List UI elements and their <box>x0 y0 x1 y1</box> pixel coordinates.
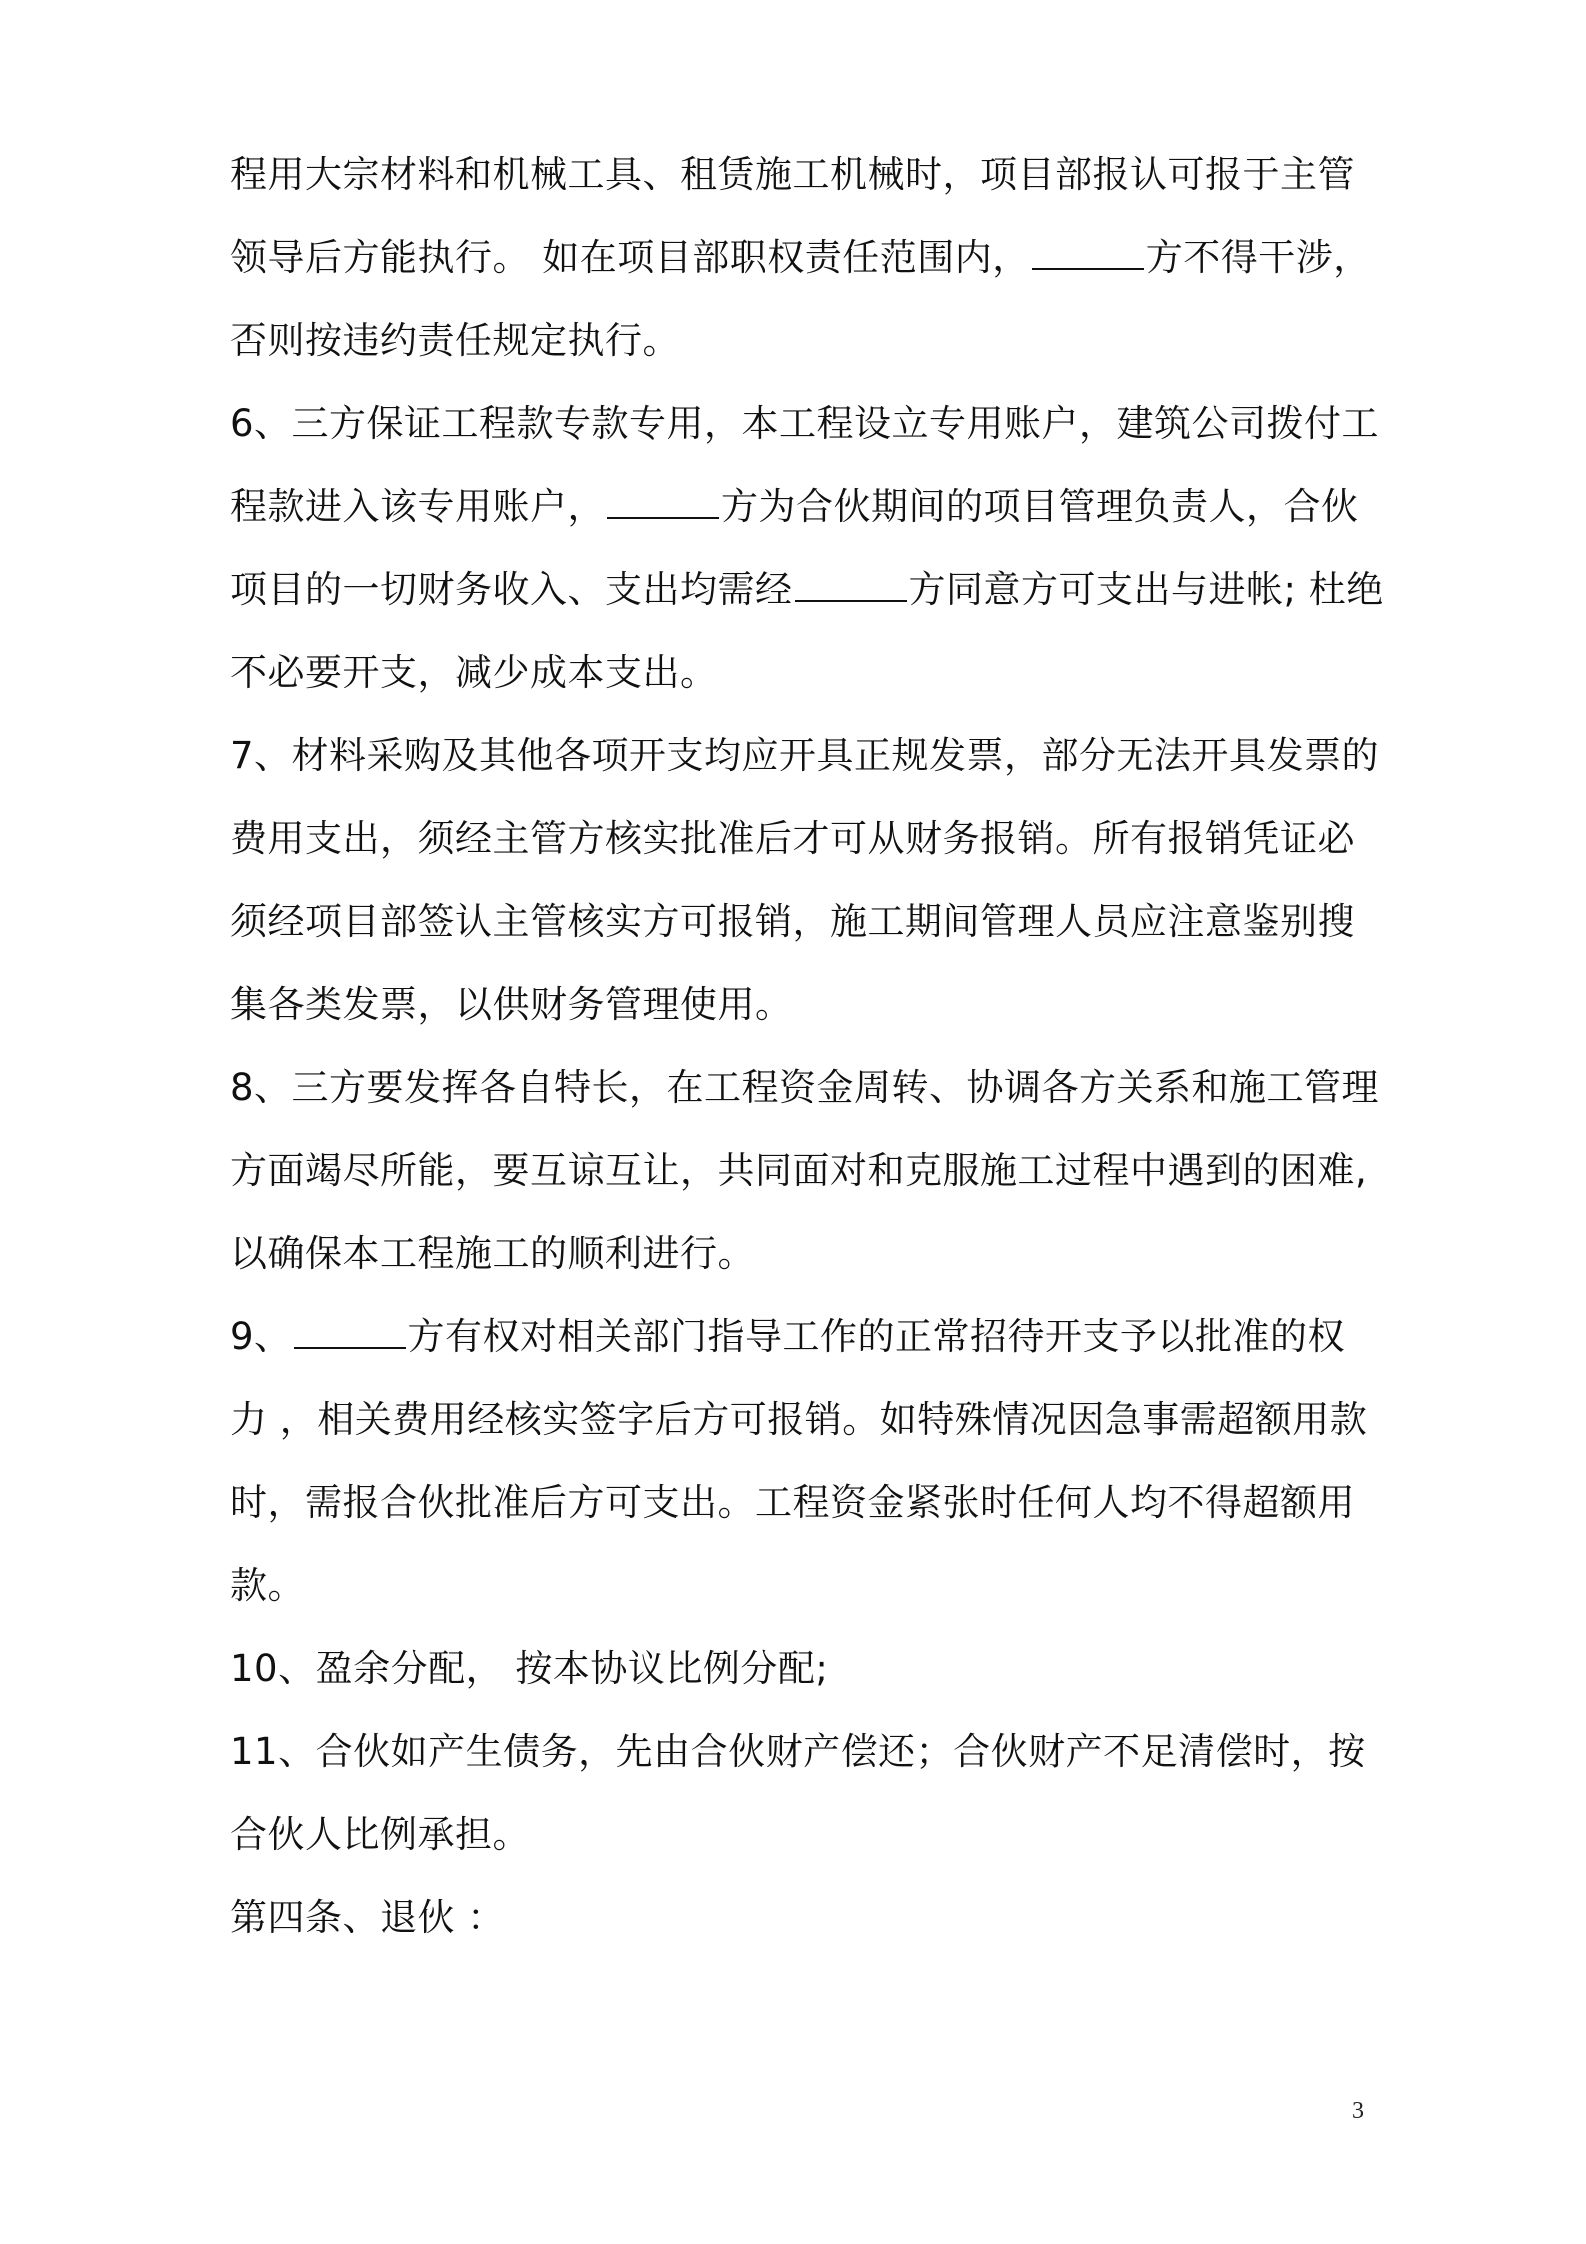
text-line <box>230 975 793 1035</box>
line-text: 11、合伙如产生债务，先由合伙财产偿还；合伙财产不足清偿时，按 <box>230 1730 1366 1773</box>
line-text: 第四条、退伙 ： <box>230 1896 505 1939</box>
line-text: 方有权对相关部门指导工作的正常招待开支予以批准的权 <box>407 1315 1346 1358</box>
text-line <box>230 1556 305 1616</box>
line-text: 方面竭尽所能，要互谅互让，共同面对和克服施工过程中遇到的困难, <box>230 1149 1368 1192</box>
text-line <box>230 643 718 703</box>
line-text: 程款进入该专用账户， <box>230 485 605 528</box>
line-text: 方为合伙期间的项目管理负责人，合伙 <box>721 485 1359 528</box>
text-line <box>230 228 1371 288</box>
text-line <box>230 1141 1367 1201</box>
section-heading <box>230 1888 505 1948</box>
line-text: 9、 <box>230 1315 292 1358</box>
line-text: 方同意方可支出与进帐; 杜绝 <box>908 568 1384 611</box>
fill-in-blank <box>1032 232 1144 270</box>
line-text: 集各类发票，以供财务管理使用。 <box>230 983 793 1026</box>
line-text: 10、盈余分配， 按本协议比例分配; <box>230 1647 829 1690</box>
line-text: 力 ，相关费用经核实签字后方可报销。如特殊情况因急事需超额用款 <box>230 1398 1368 1441</box>
text-line <box>230 1307 1345 1367</box>
line-text: 时，需报合伙批准后方可支出。工程资金紧张时任何人均不得超额用 <box>230 1481 1355 1524</box>
text-line <box>230 1639 828 1699</box>
line-text: 否则按违约责任规定执行。 <box>230 319 680 362</box>
text-line <box>230 145 1355 205</box>
text-line <box>230 394 1379 454</box>
text-line <box>230 560 1384 620</box>
text-line <box>230 311 680 371</box>
text-line <box>230 1473 1355 1533</box>
fill-in-blank <box>795 564 907 602</box>
text-line <box>230 726 1379 786</box>
fill-in-blank <box>294 1311 406 1349</box>
text-line <box>230 1805 530 1865</box>
text-line <box>230 1224 755 1284</box>
line-text: 7、材料采购及其他各项开支均应开具正规发票，部分无法开具发票的 <box>230 734 1380 777</box>
line-text: 不必要开支，减少成本支出。 <box>230 651 718 694</box>
line-text: 程用大宗材料和机械工具、租赁施工机械时，项目部报认可报于主管 <box>230 153 1355 196</box>
text-line <box>230 1722 1366 1782</box>
text-line <box>230 1390 1367 1450</box>
line-text: 6、三方保证工程款专款专用，本工程设立专用账户，建筑公司拨付工 <box>230 402 1380 445</box>
line-text: 领导后方能执行。 如在项目部职权责任范围内， <box>230 236 1030 279</box>
line-text: 款。 <box>230 1564 305 1607</box>
text-line <box>230 477 1359 537</box>
line-text: 项目的一切财务收入、支出均需经 <box>230 568 793 611</box>
text-line <box>230 1058 1379 1118</box>
line-text: 以确保本工程施工的顺利进行。 <box>230 1232 755 1275</box>
page-number: 3 <box>1352 2098 1364 2124</box>
line-text: 合伙人比例承担。 <box>230 1813 530 1856</box>
line-text: 8、三方要发挥各自特长，在工程资金周转、协调各方关系和施工管理 <box>230 1066 1380 1109</box>
fill-in-blank <box>607 481 719 519</box>
line-text: 须经项目部签认主管核实方可报销，施工期间管理人员应注意鉴别搜 <box>230 900 1355 943</box>
text-line <box>230 809 1355 869</box>
line-text: 费用支出，须经主管方核实批准后才可从财务报销。所有报销凭证必 <box>230 817 1355 860</box>
line-text: 方不得干涉， <box>1145 236 1371 279</box>
text-line <box>230 892 1355 952</box>
